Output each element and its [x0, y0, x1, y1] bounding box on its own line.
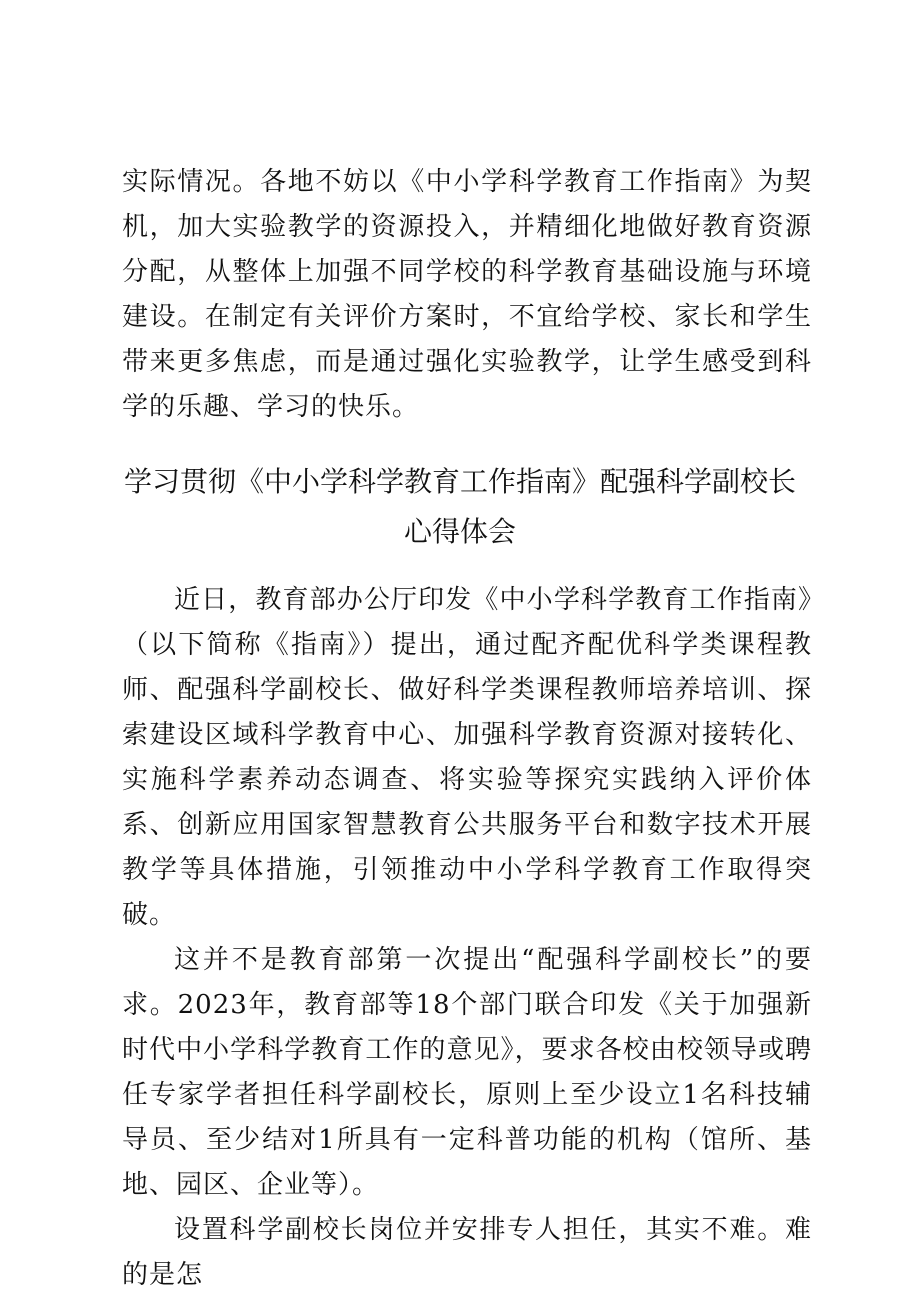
- body-paragraph-2: 这并不是教育部第一次提出“配强科学副校长”的要求。2023年，教育部等18个部门联合印发《关于加强新时代中小学科学教育工作的意见》，要求各校由校领导或聘任专家学者担任科学副校长，原则上至少设立1名科技辅导员、至少结对1所具有一定科普功能的机构（馆所、基地、园区、企业等）。: [122, 945, 812, 1200]
- article-title: [100, 457, 820, 557]
- title-line-2: 心得体会: [403, 514, 516, 548]
- continuation-section: [122, 160, 812, 430]
- article-body: [122, 578, 812, 1298]
- body-paragraph-1: 近日，教育部办公厅印发《中小学科学教育工作指南》（以下简称《指南》）提出，通过配齐配优科学类课程教师、配强科学副校长、做好科学类课程教师培养培训、探索建设区域科学教育中心、加强科学教育资源对接转化、实施科学素养动态调查、将实验等探究实践纳入评价体系、创新应用国家智慧教育公共服务平台和数字技术开展教学等具体措施，引领推动中小学科学教育工作取得突破。: [122, 585, 812, 930]
- body-paragraph-3: 设置科学副校长岗位并安排专人担任，其实不难。难的是怎: [122, 1215, 812, 1290]
- title-line-1: 学习贯彻《中小学科学教育工作指南》配强科学副校长: [123, 464, 796, 498]
- continuation-paragraph: 实际情况。各地不妨以《中小学科学教育工作指南》为契机，加大实验教学的资源投入，并精细化地做好教育资源分配，从整体上加强不同学校的科学教育基础设施与环境建设。在制定有关评价方案时，不宜给学校、家长和学生带来更多焦虑，而是通过强化实验教学，让学生感受到科学的乐趣、学习的快乐。: [122, 167, 812, 422]
